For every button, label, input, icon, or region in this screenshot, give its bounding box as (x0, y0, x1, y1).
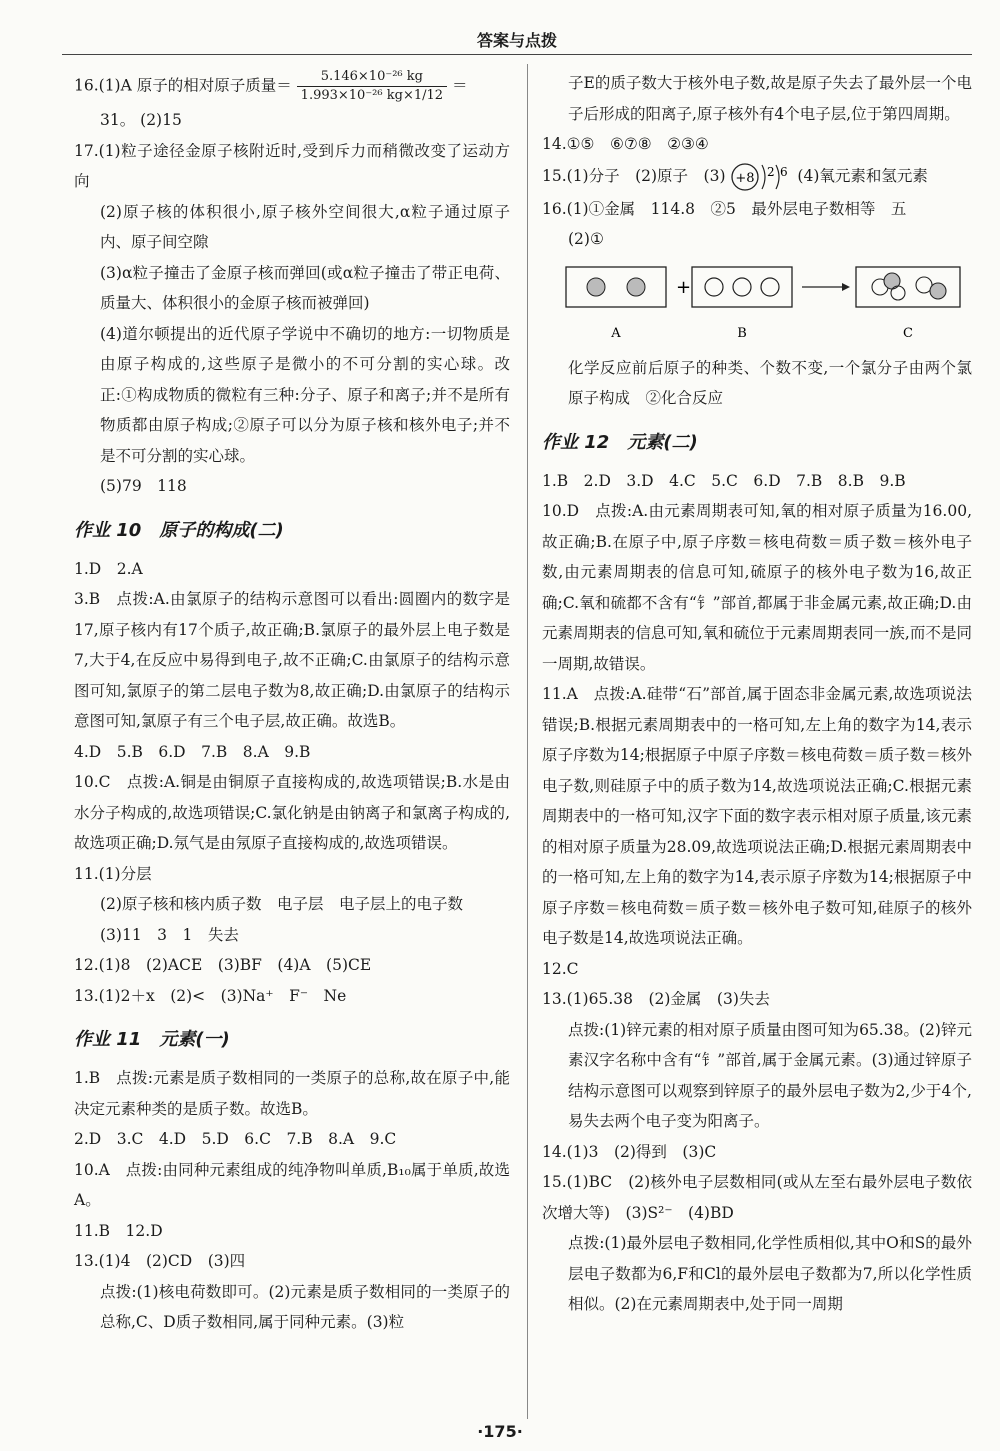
answer-12-10: 10.D 点拨:A.由元素周期表可知,氧的相对原子质量为16.00,故正确;B.在原子中,原子序数＝核电荷数＝质子数＝核外电子数,由元素周期表的信息可知,硫原子的核外电子数为16,故正确;C.氧和硫都不含有“钅”部首,都属于非金属元素,故正确;D.由元素周期表的信息可知,氧和硫位于元素周期表同一族,而不是同一周期,故错误。 (542, 502, 972, 673)
continued-hint: 子E的质子数大于核外电子数,故是原子失去了最外层一个电子后形成的阳离子,原子核外有4个电子层,位于第四周期。 (568, 74, 972, 123)
answer-16-1: 16.(1)①金属 114.8 ②5 最外层电子数相等 五 (542, 199, 907, 218)
answer-11-13: 13.(1)4 (2)CD (3)四 (74, 1252, 246, 1270)
section-heading-12: 作业 12 元素(二) (542, 431, 698, 453)
answer-11-13-hint: 点拨:(1)核电荷数即可。(2)元素是质子数相同的一类原子的总称,C、D质子数相同,属于同种元素。(3)粒 (100, 1282, 510, 1331)
answer-17-4: (4)道尔顿提出的近代原子学说中不确切的地方:一切物质是由原子构成的,这些原子是微小的不可分割的实心球。改正:①构成物质的微粒有三种:分子、原子和离子;并不是所有物质都由原子构成;②原子可以分为原子核和核外电子;并不是不可分割的实心球。 (100, 324, 510, 465)
page-header: 答案与点拨 (476, 31, 557, 50)
column-divider (527, 64, 528, 1419)
answer-12-15: 15.(1)BC (2)核外电子层数相同(或从左至右最外层电子数依次增大等) (3)S²⁻ (4)BD (542, 1173, 972, 1222)
answer-10-13: 13.(1)2＋x (2)< (3)Na⁺ F⁻ Ne (74, 986, 347, 1005)
right-column (542, 68, 972, 1320)
product-atom-icon (884, 273, 900, 289)
chlorine-molecule-icon (587, 278, 605, 296)
sodium-atom-icon (705, 278, 723, 296)
product-atom-icon (891, 286, 905, 300)
answer-14: 14.①⑤ ⑥⑦⑧ ②③④ (542, 135, 709, 153)
answer-12-13-hint: 点拨:(1)锌元素的相对原子质量由图可知为65.38。(2)锌元素汉字名称中含有“钅”部首,属于金属元素。(3)通过锌原子结构示意图可以观察到锌原子的最外层电子数为2,少于4个,易失去两个电子变为阳离子。 (568, 1020, 972, 1130)
reaction-diagram (564, 261, 964, 343)
oxygen-atom-diagram-icon (730, 160, 792, 194)
arrow-head-icon (842, 283, 850, 291)
answer-10-11-2: (2)原子核和核内质子数 电子层 电子层上的电子数 (100, 895, 463, 913)
answer-17-1: 17.(1)粒子途径金原子核附近时,受到斥力而稍微改变了运动方向 (74, 141, 510, 190)
plus-sign: + (676, 276, 692, 298)
product-atom-icon (930, 283, 946, 299)
sodium-atom-icon (761, 278, 779, 296)
left-column (74, 68, 510, 1338)
section-heading-10: 作业 10 原子的构成(二) (74, 519, 284, 541)
answer-16-explanation: 化学反应前后原子的种类、个数不变,一个氯分子由两个氯原子构成 ②化合反应 (568, 358, 972, 407)
answer-12-12: 12.C (542, 959, 579, 978)
answer-16-2: (2)① (568, 230, 604, 248)
chlorine-molecule-icon (627, 278, 645, 296)
sodium-atom-icon (733, 278, 751, 296)
answer-11-1: 1.B 点拨:元素是质子数相同的一类原子的总称,故在原子中,能决定元素种类的是质子数。故选B。 (74, 1069, 510, 1118)
answer-10-3: 3.B 点拨:A.由氯原子的结构示意图可以看出:圆圈内的数字是17,原子核内有17个质子,故正确;B.氯原子的最外层上电子数是7,大于4,在反应中易得到电子,故不正确;C.由氯原子的结构示意图可知,氯原子的第二层电子数为8,故正确;D.由氯原子的结构示意图可知,氯原子有三个电子层,故正确。故选B。 (74, 590, 510, 730)
answer-12-15-hint: 点拨:(1)最外层电子数相同,化学性质相似,其中O和S的最外层电子数都为6,F和Cl的最外层电子数都为7,所以化学性质相似。(2)在元素周期表中,处于同一周期 (568, 1234, 972, 1313)
answer-10-12: 12.(1)8 (2)ACE (3)BF (4)A (5)CE (74, 956, 372, 974)
answer-11-2: 2.D 3.C 4.D 5.D 6.C 7.B 8.A 9.C (74, 1130, 397, 1148)
answer-17-5: (5)79 118 (100, 477, 187, 495)
section-heading-11: 作业 11 元素(一) (74, 1029, 230, 1050)
answer-16-result: 31。 (2)15 (100, 111, 182, 129)
box-a (566, 267, 666, 307)
answer-12-14: 14.(1)3 (2)得到 (3)C (542, 1142, 717, 1161)
answer-15: 15.(1)分子 (2)原子 (3) +8 2 6 (4)氧元素和氢元素 (542, 160, 972, 194)
box-b (692, 267, 792, 307)
label-a: A (611, 325, 621, 341)
svg-text:6: 6 (780, 164, 789, 179)
answer-10-11-3: (3)11 3 1 失去 (100, 925, 239, 944)
answer-12-11: 11.A 点拨:A.硅带“石”部首,属于固态非金属元素,故选项说法错误;B.根据元素周期表中的一格可知,左上角的数字为14,表示原子序数为14;根据原子中原子序数＝核电荷数＝质子数＝核外电子数,则硅原子中的质子数为14,故选项说法正确;C.根据元素周期表中的一格可知,汉字下面的数字表示相对原子质量,该元素的相对原子质量为28.09,故选项说法正确;D.根据元素周期表中的一格可知,左上角的数字为14,表示原子序数为14;根据原子中原子序数＝核电荷数＝质子数＝核外电子数可知,硅原子的核外电子数是14,故选项说法正确。 (542, 685, 972, 947)
answer-12-1: 1.B 2.D 3.D 4.C 5.C 6.D 7.B 8.B 9.B (542, 471, 906, 490)
answer-10-4: 4.D 5.B 6.D 7.B 8.A 9.B (74, 742, 311, 761)
answer-10-1: 1.D 2.A (74, 559, 143, 578)
svg-text:2: 2 (767, 164, 776, 179)
answer-16: 16.(1)A 原子的相对原子质量＝ $\frac{\text{5.146×10⁻²⁶ kg}}{\text{1.993×10⁻²⁶ kg×1/12}}$ ＝ (74, 69, 468, 103)
answer-10-10: 10.C 点拨:A.铜是由铜原子直接构成的,故选项错误;B.水是由水分子构成的,故选项错误;C.氯化钠是由钠离子和氯离子构成的,故选项正确;D.氖气是由氖原子直接构成的,故选项错误。 (74, 773, 510, 852)
label-b: B (737, 325, 747, 341)
svg-text:+8: +8 (735, 170, 756, 186)
answer-17-3: (3)α粒子撞击了金原子核而弹回(或α粒子撞击了带正电荷、质量大、体积很小的金原子核而被弹回) (100, 263, 510, 312)
answer-12-13: 13.(1)65.38 (2)金属 (3)失去 (542, 990, 770, 1008)
page-number: ·175· (477, 1422, 523, 1441)
answer-10-11: 11.(1)分层 (74, 864, 152, 883)
answer-17-2: (2)原子核的体积很小,原子核外空间很大,α粒子通过原子内、原子间空隙 (100, 202, 510, 251)
label-c: C (903, 325, 913, 341)
answer-11-10: 10.A 点拨:由同种元素组成的纯净物叫单质,B₁₀属于单质,故选A。 (74, 1160, 510, 1209)
mass-fraction: $\frac{\text{5.146×10⁻²⁶ kg}}{\text{1.993×10⁻²⁶ kg×1/12}}$ (297, 68, 447, 105)
answer-11-11: 11.B 12.D (74, 1221, 163, 1240)
header-rule (62, 54, 972, 55)
